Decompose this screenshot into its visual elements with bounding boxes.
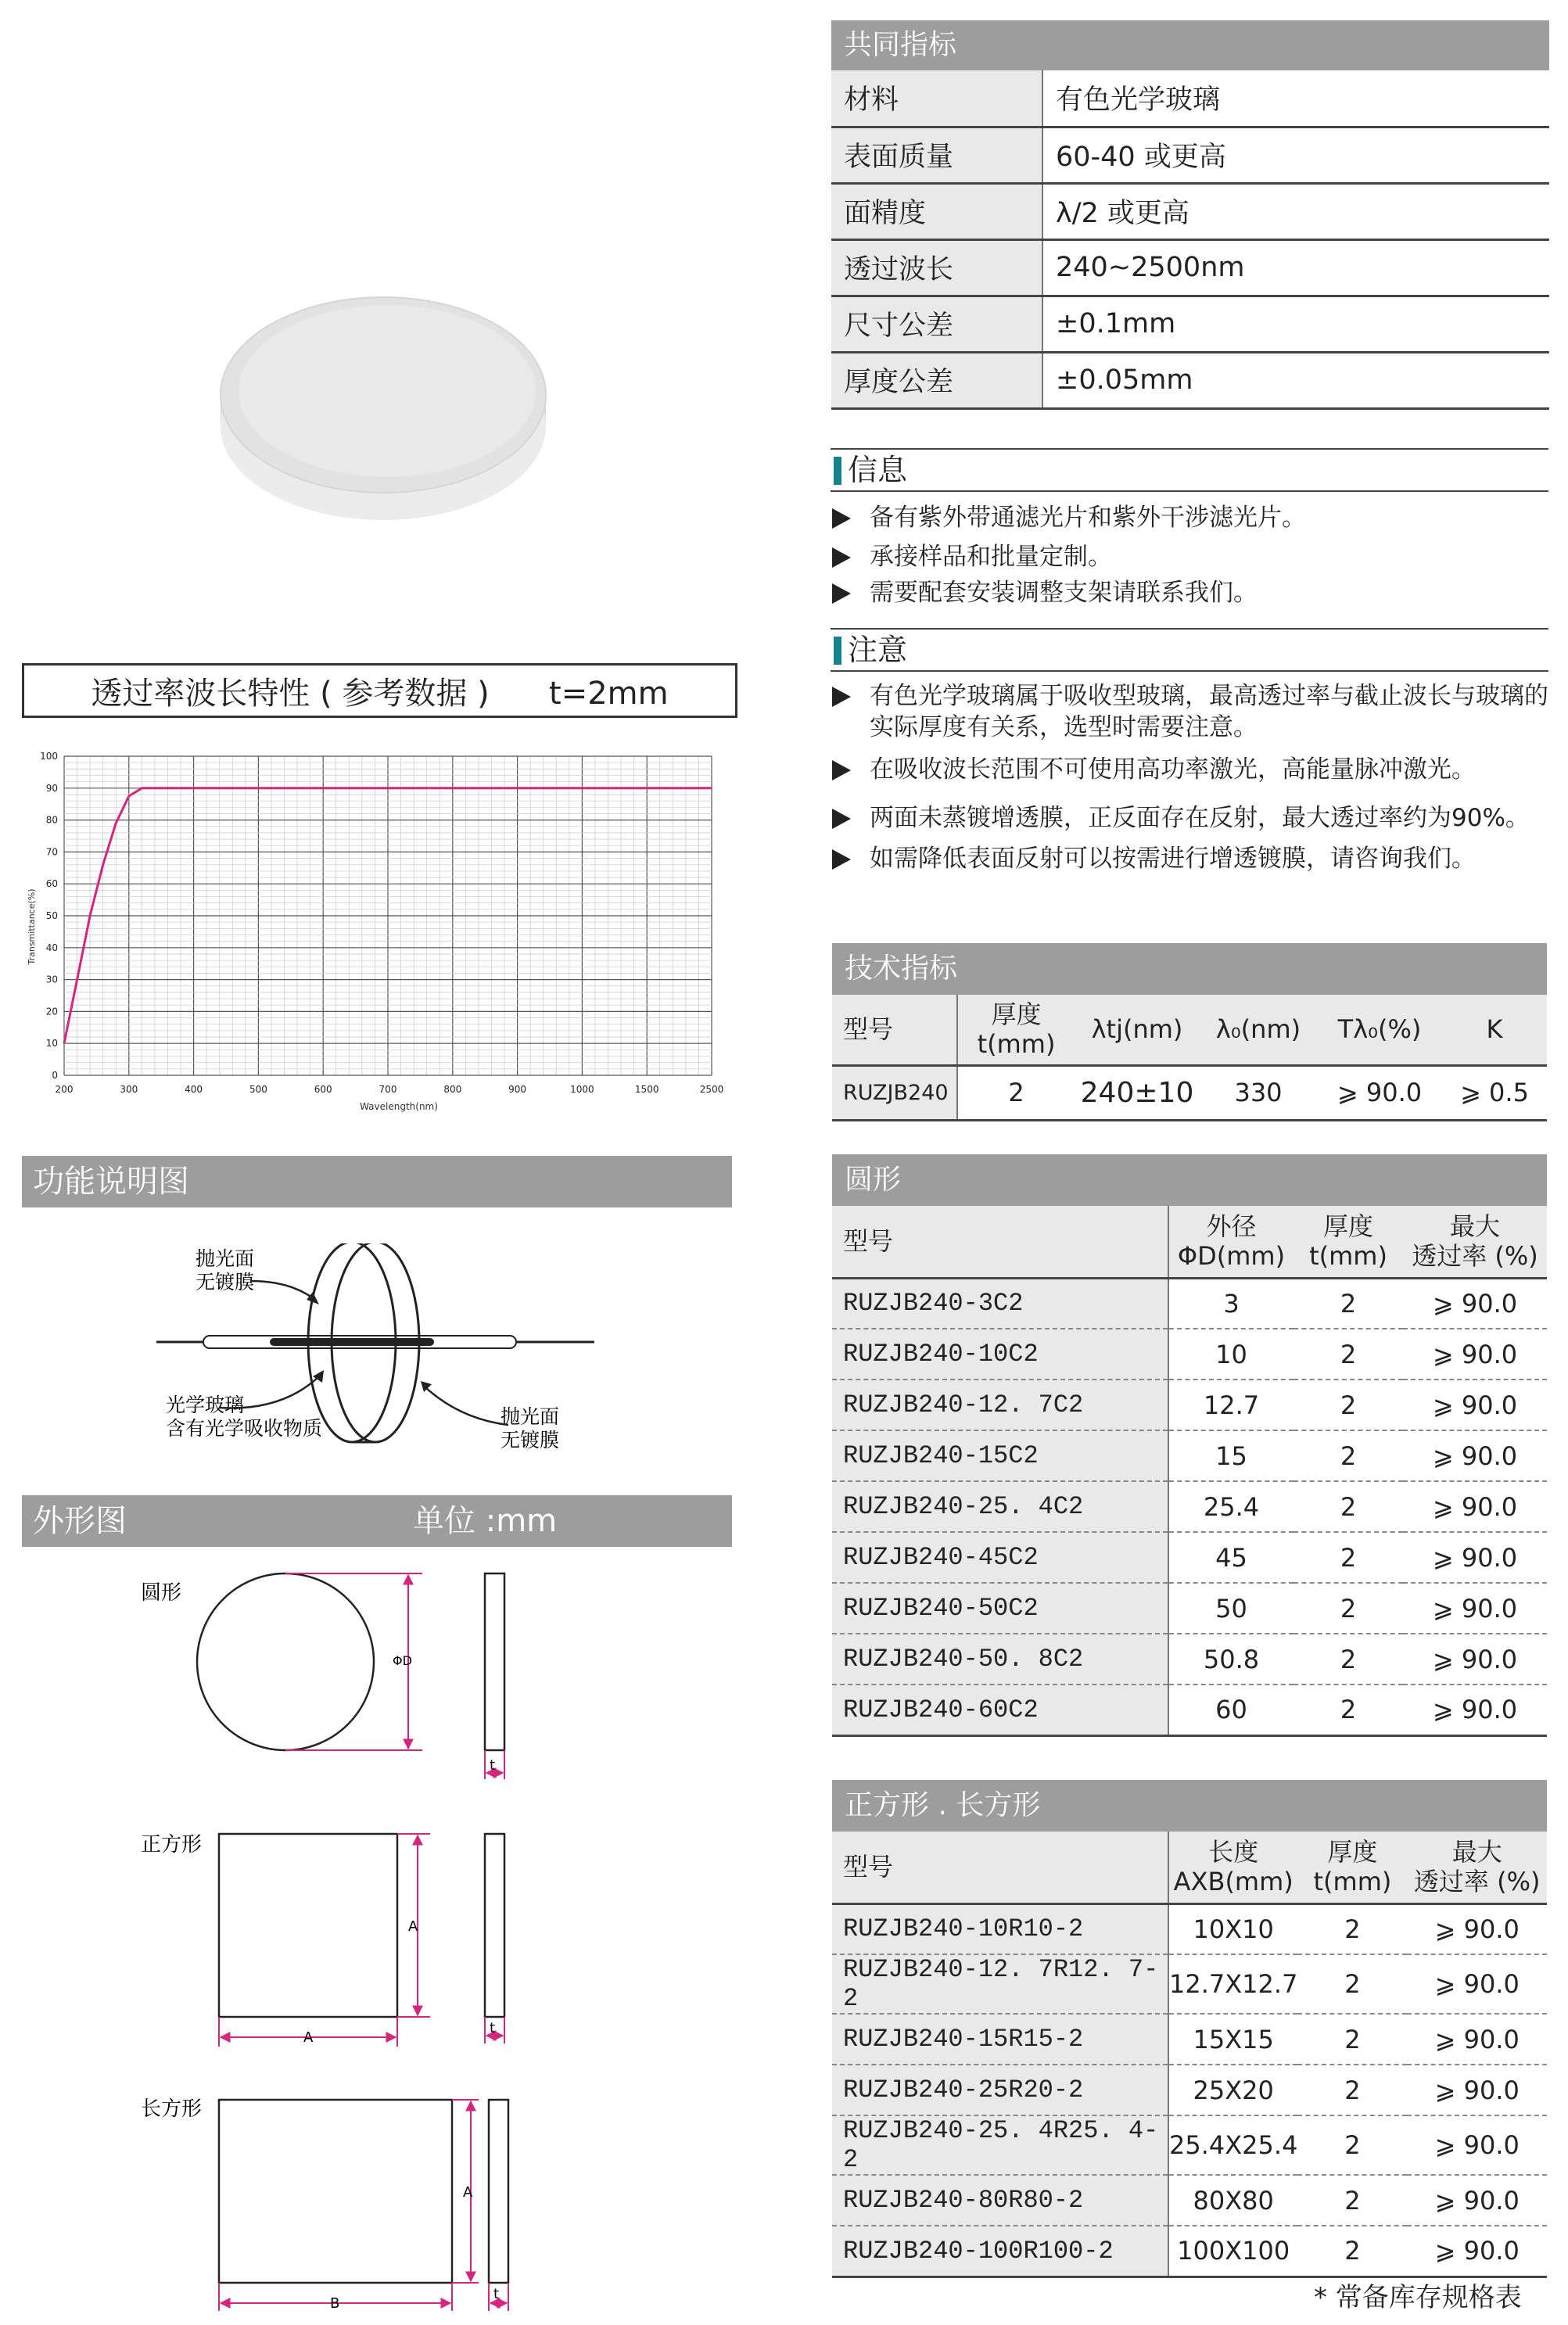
list-item — [831, 502, 1550, 533]
round-spec-title: 圆形 — [832, 1154, 1547, 1206]
cell-thickness: 2 — [1294, 1685, 1403, 1735]
table-row — [832, 1954, 1547, 2014]
table-row — [831, 127, 1549, 183]
shape-unit: 单位 :mm — [413, 1503, 558, 1539]
triangle-bullet-icon — [832, 547, 851, 568]
function-diagram — [149, 1243, 602, 1478]
list-item-text: 需要配套安装调整支架请联系我们。 — [870, 579, 1258, 607]
cell-thickness: 2 — [1294, 1583, 1403, 1634]
list-item — [831, 843, 1550, 874]
y-tick-label: 10 — [45, 1038, 58, 1049]
cell-transmittance: ⩾ 90.0 — [1407, 1903, 1547, 1954]
cell-transmittance: ⩾ 90.0 — [1403, 1380, 1547, 1430]
dim-t-label-3: t — [493, 2286, 500, 2302]
cell-transmittance: ⩾ 90.0 — [1403, 1685, 1547, 1735]
cell-model: RUZJB240-80R80-2 — [832, 2175, 1168, 2226]
table-row — [831, 239, 1549, 296]
triangle-bullet-icon — [832, 583, 851, 604]
bottom-left-label-2: 含有光学吸收物质 — [166, 1417, 323, 1440]
col-header-diameter: 外径 ΦD(mm) — [1168, 1206, 1294, 1278]
list-item-text: 两面未蒸镀增透膜，正反面存在反射，最大透过率约为90%。 — [870, 804, 1530, 832]
cell-thickness: 2 — [1297, 1954, 1407, 2014]
cell-thickness: 2 — [1294, 1634, 1403, 1685]
cell-transmittance: ⩾ 90.0 — [1403, 1329, 1547, 1380]
col-header-lambda0: λ₀(nm) — [1200, 995, 1317, 1065]
dim-phi-label: ΦD — [393, 1653, 412, 1668]
cell-size: 12.7 — [1168, 1380, 1294, 1430]
cell-model: RUZJB240-15C2 — [832, 1430, 1168, 1481]
triangle-bullet-icon — [832, 809, 851, 829]
y-tick-label: 30 — [45, 974, 58, 985]
table-row — [832, 2115, 1547, 2175]
right-label-2: 无镀膜 — [501, 1429, 560, 1451]
bottom-left-label-1: 光学玻璃 — [166, 1394, 245, 1416]
tech-spec-table — [832, 943, 1547, 1121]
square-spec-table — [832, 1780, 1547, 2278]
cell-transmittance: ⩾ 90.0 — [1403, 1430, 1547, 1481]
x-tick-label: 2500 — [699, 1084, 724, 1095]
cell-size: 50 — [1168, 1583, 1294, 1634]
table-row — [832, 2014, 1547, 2065]
cell-thickness: 2 — [1294, 1481, 1403, 1532]
table-row — [831, 352, 1549, 408]
info-title: 信息 — [831, 448, 1548, 492]
cell-size: 60 — [1168, 1685, 1294, 1735]
cell-thickness: 2 — [1294, 1532, 1403, 1583]
function-section-header: 功能说明图 — [22, 1156, 732, 1207]
cell-transmittance: ⩾ 90.0 — [1407, 2065, 1547, 2115]
spec-value: 60-40 或更高 — [1042, 127, 1549, 183]
cell-model: RUZJB240-3C2 — [832, 1278, 1168, 1329]
dim-a-label-3: A — [463, 2184, 473, 2201]
cell-size: 100X100 — [1168, 2226, 1297, 2277]
list-item-text: 备有紫外带通滤光片和紫外干涉滤光片。 — [870, 504, 1306, 532]
cell-model: RUZJB240-50. 8C2 — [832, 1634, 1168, 1685]
col-header-cutoff: λtj(nm) — [1075, 995, 1200, 1065]
cell-model: RUZJB240-25. 4R25. 4-2 — [832, 2115, 1168, 2175]
table-row — [832, 2065, 1547, 2115]
col-header-k: K — [1442, 995, 1547, 1065]
triangle-bullet-icon — [832, 687, 851, 707]
tech-spec-title: 技术指标 — [832, 943, 1547, 995]
list-item — [831, 541, 1550, 572]
dim-b-label: B — [330, 2295, 340, 2312]
cell-size: 10 — [1168, 1329, 1294, 1380]
rect-shape-label: 长方形 — [141, 2097, 203, 2121]
cell-model: RUZJB240-15R15-2 — [832, 2014, 1168, 2065]
y-tick-label: 60 — [45, 878, 58, 890]
cell-thickness: 2 — [1294, 1430, 1403, 1481]
cell-size: 25X20 — [1168, 2065, 1297, 2115]
y-tick-label: 90 — [45, 782, 58, 794]
cell-size: 25.4X25.4 — [1168, 2115, 1297, 2175]
top-left-label-1: 抛光面 — [196, 1247, 255, 1270]
cell-k: ⩾ 0.5 — [1442, 1065, 1547, 1120]
x-tick-label: 300 — [120, 1084, 138, 1095]
list-item-text: 如需降低表面反射可以按需进行增透镀膜，请咨询我们。 — [870, 845, 1476, 873]
spec-key: 面精度 — [831, 183, 1042, 239]
cell-transmittance: ⩾ 90.0 — [1407, 2226, 1547, 2277]
cell-size: 80X80 — [1168, 2175, 1297, 2226]
cell-transmittance: ⩾ 90.0 — [1403, 1278, 1547, 1329]
cell-size: 15X15 — [1168, 2014, 1297, 2065]
cell-thickness: 2 — [1297, 2226, 1407, 2277]
x-tick-label: 900 — [508, 1084, 527, 1095]
y-tick-label: 80 — [45, 814, 58, 826]
table-header-row — [832, 995, 1547, 1065]
cell-transmittance: ⩾ 90.0 — [1407, 2115, 1547, 2175]
spec-key: 尺寸公差 — [831, 296, 1042, 352]
spec-value: λ/2 或更高 — [1042, 183, 1549, 239]
col-header-thickness: 厚度 t(mm) — [1297, 1832, 1407, 1903]
y-tick-label: 20 — [45, 1006, 58, 1017]
common-spec-table — [831, 20, 1549, 410]
cell-thickness: 2 — [1294, 1380, 1403, 1430]
triangle-bullet-icon — [832, 849, 851, 870]
cell-model: RUZJB240 — [832, 1065, 957, 1120]
cell-cutoff: 240±10 — [1075, 1065, 1200, 1120]
cell-model: RUZJB240-25R20-2 — [832, 2065, 1168, 2115]
table-row — [832, 1430, 1547, 1481]
x-tick-label: 1000 — [570, 1084, 594, 1095]
notes-list — [831, 680, 1550, 882]
dim-a-label-2: A — [303, 2029, 314, 2046]
cell-size: 15 — [1168, 1430, 1294, 1481]
x-tick-label: 400 — [185, 1084, 203, 1095]
round-shape-label: 圆形 — [141, 1581, 182, 1605]
table-header-row — [832, 1832, 1547, 1903]
col-header-thickness: 厚度 t(mm) — [957, 995, 1075, 1065]
common-spec-title: 共同指标 — [831, 20, 1549, 70]
cell-thickness: 2 — [1297, 2065, 1407, 2115]
x-tick-label: 200 — [55, 1084, 74, 1095]
table-row — [832, 2175, 1547, 2226]
cell-size: 25.4 — [1168, 1481, 1294, 1532]
list-item-text: 承接样品和批量定制。 — [870, 543, 1112, 571]
cell-thickness: 2 — [1297, 2175, 1407, 2226]
y-tick-label: 0 — [52, 1070, 58, 1081]
dim-t-label-2: t — [490, 2020, 496, 2036]
table-header-row — [832, 1206, 1547, 1278]
table-row — [831, 296, 1549, 352]
y-tick-label: 100 — [40, 751, 58, 762]
table-row — [832, 1481, 1547, 1532]
y-tick-label: 70 — [45, 846, 58, 858]
chart-xlabel: Wavelength(nm) — [360, 1101, 438, 1112]
cell-transmittance: ⩾ 90.0 — [1407, 1954, 1547, 2014]
col-header-size: 长度 AXB(mm) — [1168, 1832, 1297, 1903]
col-header-transmittance: Tλ₀(%) — [1317, 995, 1442, 1065]
dim-a-label-1: A — [408, 1918, 418, 1935]
info-list — [831, 502, 1550, 616]
cell-model: RUZJB240-60C2 — [832, 1685, 1168, 1735]
cell-model: RUZJB240-12. 7R12. 7-2 — [832, 1954, 1168, 2014]
spec-key: 材料 — [831, 70, 1042, 127]
spec-value: ±0.05mm — [1042, 352, 1549, 408]
table-row — [832, 1583, 1547, 1634]
col-header-model: 型号 — [832, 995, 957, 1065]
dim-t-label-1: t — [490, 1757, 496, 1774]
col-header-thickness: 厚度 t(mm) — [1294, 1206, 1403, 1278]
col-header-transmittance: 最大 透过率 (%) — [1407, 1832, 1547, 1903]
round-spec-table — [832, 1154, 1547, 1737]
shape-section-title: 外形图 — [33, 1503, 127, 1539]
cell-size: 10X10 — [1168, 1903, 1297, 1954]
cell-transmittance: ⩾ 90.0 — [1407, 2175, 1547, 2226]
cell-transmittance: ⩾ 90.0 — [1403, 1532, 1547, 1583]
x-tick-label: 500 — [249, 1084, 267, 1095]
table-row — [832, 1634, 1547, 1685]
table-row — [832, 1278, 1547, 1329]
table-row — [832, 1532, 1547, 1583]
notes-title: 注意 — [831, 628, 1548, 672]
y-tick-label: 40 — [45, 942, 58, 953]
col-header-transmittance: 最大 透过率 (%) — [1403, 1206, 1547, 1278]
cell-thickness: 2 — [1297, 2115, 1407, 2175]
chart-ylabel: Transmittance(%) — [27, 888, 37, 965]
x-tick-label: 1500 — [634, 1084, 659, 1095]
table-row — [832, 1065, 1547, 1120]
col-header-model: 型号 — [832, 1832, 1168, 1903]
cell-thickness: 2 — [1297, 2014, 1407, 2065]
cell-thickness: 2 — [1294, 1278, 1403, 1329]
triangle-bullet-icon — [832, 760, 851, 780]
spec-value: 有色光学玻璃 — [1042, 70, 1549, 127]
table-row — [832, 1329, 1547, 1380]
chart-title: 透过率波长特性 ( 参考数据 ) t=2mm — [22, 663, 737, 718]
col-header-model: 型号 — [832, 1206, 1168, 1278]
x-tick-label: 600 — [314, 1084, 332, 1095]
list-item-text: 有色光学玻璃属于吸收型玻璃，最高透过率与截止波长与玻璃的实际厚度有关系，选型时需要注意。 — [870, 682, 1548, 741]
cell-transmittance: ⩾ 90.0 — [1403, 1583, 1547, 1634]
spec-value: ±0.1mm — [1042, 296, 1549, 352]
cell-transmittance: ⩾ 90.0 — [1407, 2014, 1547, 2065]
table-row — [831, 70, 1549, 127]
cell-size: 45 — [1168, 1532, 1294, 1583]
cell-transmittance: ⩾ 90.0 — [1317, 1065, 1442, 1120]
cell-model: RUZJB240-10C2 — [832, 1329, 1168, 1380]
cell-thickness: 2 — [957, 1065, 1075, 1120]
table-row — [832, 1380, 1547, 1430]
y-tick-label: 50 — [45, 910, 58, 921]
list-item — [831, 577, 1550, 608]
cell-thickness: 2 — [1297, 1903, 1407, 1954]
cell-model: RUZJB240-25. 4C2 — [832, 1481, 1168, 1532]
x-tick-label: 700 — [379, 1084, 397, 1095]
list-item — [831, 680, 1550, 743]
cell-model: RUZJB240-50C2 — [832, 1583, 1168, 1634]
x-tick-label: 800 — [443, 1084, 462, 1095]
cell-size: 3 — [1168, 1278, 1294, 1329]
cell-model: RUZJB240-100R100-2 — [832, 2226, 1168, 2277]
spec-key: 厚度公差 — [831, 352, 1042, 408]
transmittance-chart — [23, 747, 727, 1114]
cell-lambda0: 330 — [1200, 1065, 1317, 1120]
table-row — [832, 1903, 1547, 1954]
top-left-label-2: 无镀膜 — [196, 1271, 255, 1293]
cell-model: RUZJB240-10R10-2 — [832, 1903, 1168, 1954]
stock-note: * 常备库存规格表 — [1314, 2282, 1522, 2313]
cell-model: RUZJB240-45C2 — [832, 1532, 1168, 1583]
triangle-bullet-icon — [832, 508, 851, 529]
list-item — [831, 754, 1550, 785]
cell-size: 12.7X12.7 — [1168, 1954, 1297, 2014]
right-label-1: 抛光面 — [501, 1405, 560, 1428]
cell-thickness: 2 — [1294, 1329, 1403, 1380]
list-item-text: 在吸收波长范围不可使用高功率激光，高能量脉冲激光。 — [870, 755, 1476, 784]
cell-model: RUZJB240-12. 7C2 — [832, 1380, 1168, 1430]
list-item — [831, 802, 1550, 834]
shape-drawings — [117, 1568, 555, 2319]
square-shape-label: 正方形 — [141, 1833, 203, 1857]
cell-size: 50.8 — [1168, 1634, 1294, 1685]
cell-transmittance: ⩾ 90.0 — [1403, 1481, 1547, 1532]
spec-value: 240~2500nm — [1042, 239, 1549, 296]
table-row — [832, 2226, 1547, 2277]
cell-transmittance: ⩾ 90.0 — [1403, 1634, 1547, 1685]
table-row — [831, 183, 1549, 239]
product-photo — [211, 282, 555, 540]
square-spec-title: 正方形 . 长方形 — [832, 1780, 1547, 1832]
spec-key: 表面质量 — [831, 127, 1042, 183]
spec-key: 透过波长 — [831, 239, 1042, 296]
table-row — [832, 1685, 1547, 1735]
shape-section-header — [22, 1495, 732, 1547]
